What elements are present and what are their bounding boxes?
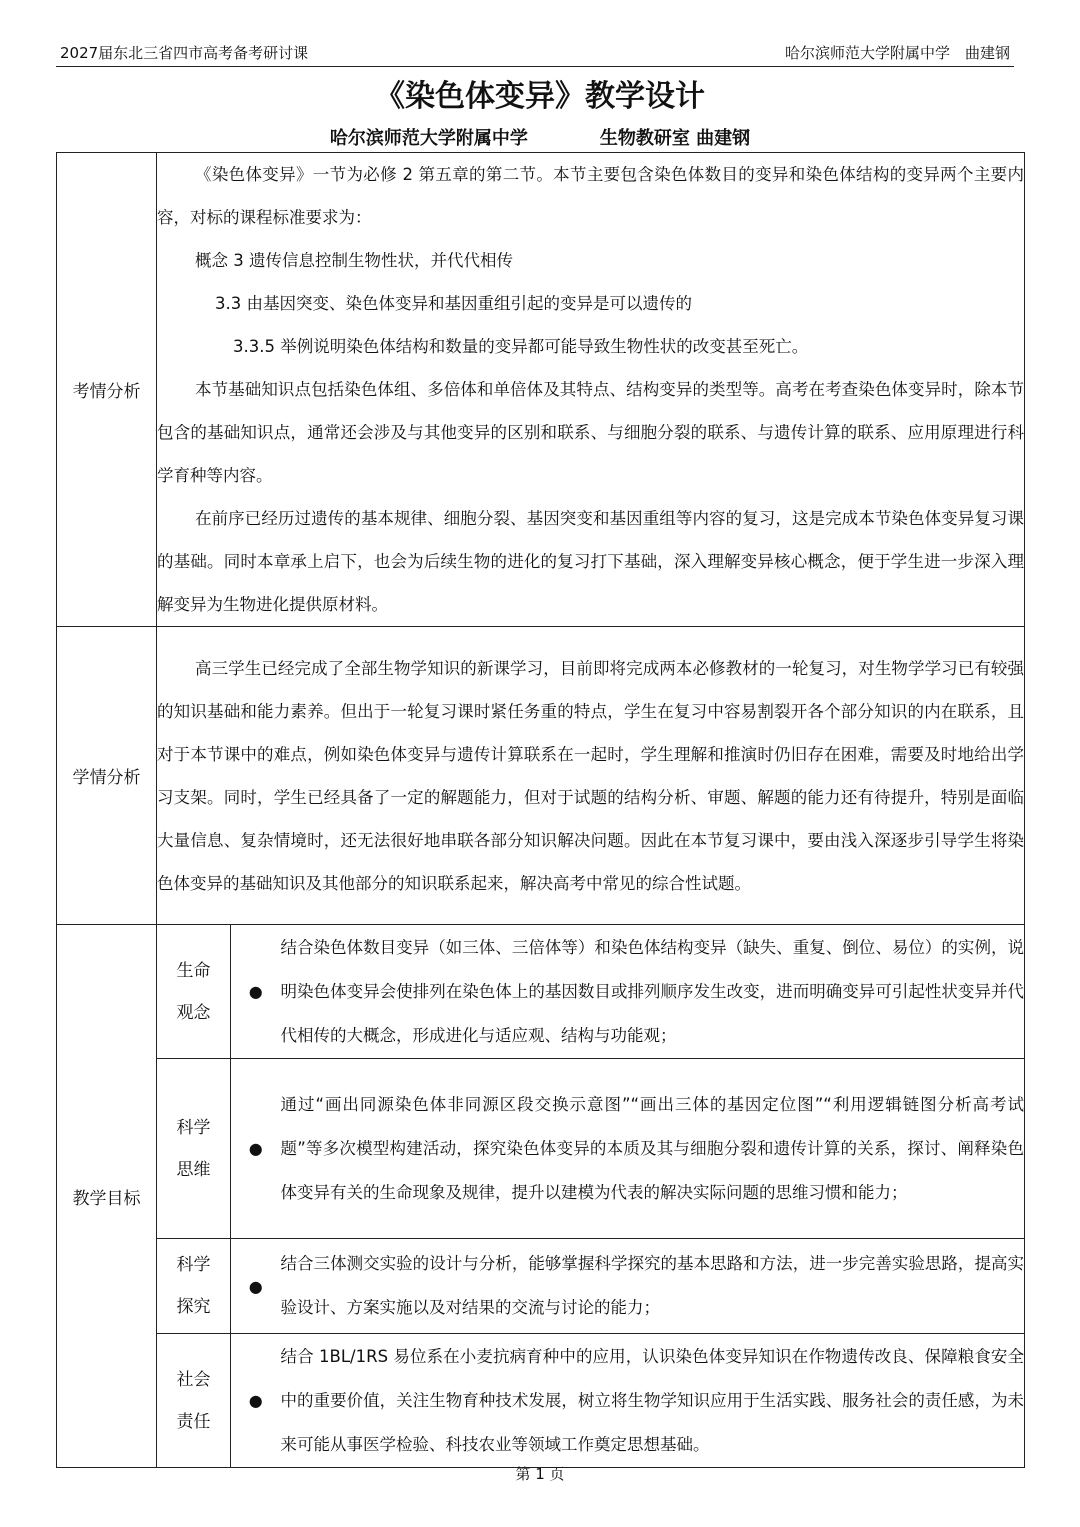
- page-header: [56, 40, 1014, 67]
- bullet-icon: ●: [231, 1059, 281, 1239]
- goal-category-line: 思维: [176, 1159, 211, 1180]
- goal-category: [157, 1239, 231, 1334]
- exam-analysis-paragraph: 在前序已经历过遗传的基本规律、细胞分裂、基因突变和基因重组等内容的复习，这是完成本节染色体变异复习课的基础。同时本章承上启下，也会为后续生物的进化的复习打下基础，深入理解变异核心概念，便于学生进一步深入理解变异为生物进化提供原材料。: [157, 509, 1024, 614]
- document-title: 《染色体变异》教学设计: [375, 79, 705, 114]
- goal-text: 通过“画出同源染色体非同源区段交换示意图”“画出三体的基因定位图”“利用逻辑链图分析高考试题”等多次模型构建活动，探究染色体变异的本质及其与细胞分裂和遗传计算的关系，探讨、阐释染色体变异有关的生命现象及规律，提升以建模为代表的解决实际问题的思维习惯和能力；: [280, 1094, 1024, 1202]
- goal-category-line: 生命: [176, 960, 211, 981]
- goal-category-line: 科学: [176, 1117, 211, 1138]
- goal-category-line: 责任: [176, 1411, 211, 1432]
- goal-category-line: 科学: [176, 1255, 211, 1275]
- goal-text: 结合染色体数目变异（如三体、三倍体等）和染色体结构变异（缺失、重复、倒位、易位）的实例，说明染色体变异会使排列在染色体上的基因数目或排列顺序发生改变，进而明确变异可引起性状变异并代代相传的大概念，形成进化与适应观、结构与功能观；: [280, 937, 1024, 1045]
- exam-analysis-paragraph: 本节基础知识点包括染色体组、多倍体和单倍体及其特点、结构变异的类型等。高考在考查染色体变异时，除本节包含的基础知识点，通常还会涉及与其他变异的区别和联系、与细胞分裂的联系、与遗传计算的联系、应用原理进行科学育种等内容。: [157, 380, 1024, 485]
- student-analysis-paragraph: 高三学生已经完成了全部生物学知识的新课学习，目前即将完成两本必修教材的一轮复习，对生物学学习已有较强的知识基础和能力素养。但出于一轮复习课时紧任务重的特点，学生在复习中容易割裂开各个部分知识的内在联系，且对于本节课中的难点，例如染色体变异与遗传计算联系在一起时，学生理解和推演时仍旧存在困难，需要及时地给出学习支架。同时，学生已经具备了一定的解题能力，但对于试题的结构分析、审题、解题的能力还有待提升，特别是面临大量信息、复杂情境时，还无法很好地串联各部分知识解决问题。因此在本节复习课中，要由浅入深逐步引导学生将染色体变异的基础知识及其他部分的知识联系起来，解决高考中常见的综合性试题。: [157, 658, 1024, 893]
- goal-text-cell: [281, 925, 1025, 1059]
- document-subtitle: 哈尔滨师范大学附属中学 生物教研室 曲建钢: [329, 128, 751, 149]
- goal-category: [157, 1059, 231, 1239]
- goal-text-cell: [281, 1239, 1025, 1334]
- exam-analysis-paragraph: 概念 3 遗传信息控制生物性状，并代代相传: [195, 251, 513, 270]
- student-analysis-content: [157, 627, 1025, 925]
- goal-category-line: 探究: [176, 1297, 211, 1317]
- header-left-text: 2027届东北三省四市高考备考研讨课: [60, 44, 309, 62]
- exam-analysis-label: 考情分析: [57, 153, 157, 627]
- goal-text-cell: [281, 1059, 1025, 1239]
- bullet-icon: ●: [231, 1239, 281, 1334]
- lesson-design-table: [56, 152, 1025, 1468]
- bullet-icon: ●: [231, 925, 281, 1059]
- goal-category: [157, 1334, 231, 1468]
- exam-analysis-paragraph: 3.3.5 举例说明染色体结构和数量的变异都可能导致生物性状的改变甚至死亡。: [233, 337, 809, 356]
- exam-analysis-content: [157, 153, 1025, 627]
- goal-row-scientific-inquiry: [57, 1239, 1025, 1334]
- goal-category-line: 观念: [176, 1002, 211, 1023]
- teaching-goals-label: 教学目标: [57, 925, 157, 1468]
- goal-row-life-concept: [57, 925, 1025, 1059]
- header-right-text: 哈尔滨师范大学附属中学 曲建钢: [784, 44, 1010, 62]
- student-analysis-label: 学情分析: [57, 627, 157, 925]
- goal-category: [157, 925, 231, 1059]
- exam-analysis-paragraph: 3.3 由基因突变、染色体变异和基因重组引起的变异是可以遗传的: [215, 294, 692, 313]
- goal-text-cell: [281, 1334, 1025, 1468]
- goal-text: 结合 1BL/1RS 易位系在小麦抗病育种中的应用，认识染色体变异知识在作物遗传改良、保障粮食安全中的重要价值，关注生物育种技术发展，树立将生物学知识应用于生活实践、服务社会的责任感，为未来可能从事医学检验、科技农业等领域工作奠定思想基础。: [280, 1346, 1024, 1454]
- student-analysis-row: [57, 627, 1025, 925]
- goal-text: 结合三体测交实验的设计与分析，能够掌握科学探究的基本思路和方法，进一步完善实验思路，提高实验设计、方案实施以及对结果的交流与讨论的能力；: [280, 1254, 1024, 1317]
- bullet-icon: ●: [231, 1334, 281, 1468]
- exam-analysis-paragraph: 《染色体变异》一节为必修 2 第五章的第二节。本节主要包含染色体数目的变异和染色体结构的变异两个主要内容，对标的课程标准要求为：: [157, 165, 1024, 227]
- exam-analysis-row: [57, 153, 1025, 627]
- goal-row-scientific-thinking: [57, 1059, 1025, 1239]
- goal-category-line: 社会: [176, 1369, 211, 1390]
- goal-row-social-responsibility: [57, 1334, 1025, 1468]
- page-number: 第 1 页: [515, 1465, 565, 1483]
